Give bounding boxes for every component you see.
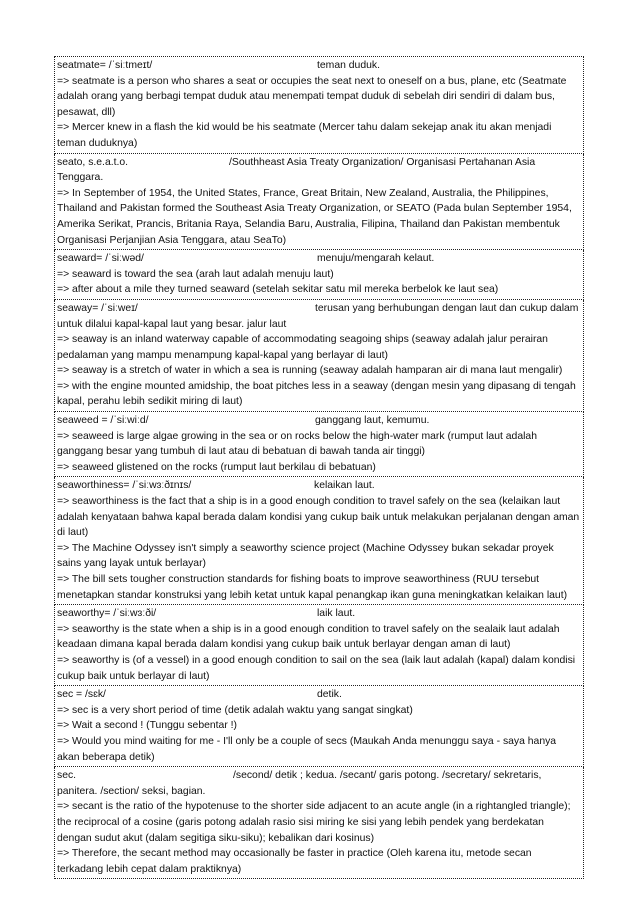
dictionary-entry	[54, 250, 584, 300]
entry-headword: sec.	[57, 770, 77, 782]
dictionary-entry	[54, 300, 584, 412]
dictionary-entry	[54, 412, 584, 477]
example-line: => The Machine Odyssey isn't simply a seaworthy science project (Machine Odyssey bukan sekadar proyek sains yang layak untuk berlayar)	[57, 542, 554, 570]
example-line: => Therefore, the secant method may occasionally be faster in practice (Oleh karena itu, metode secan terkadang lebih cepat dalam praktiknya)	[57, 848, 532, 875]
entry-translation: menuju/mengarah kelaut.	[317, 253, 435, 265]
entry-headword: seaworthiness= /ˈsiːwɜːðɪnɪs/	[57, 480, 192, 492]
entry-header	[57, 687, 580, 703]
dictionary-entry	[54, 767, 584, 879]
entry-header	[57, 155, 580, 186]
example-line: => In September of 1954, the United States, France, Great Britain, New Zealand, Australia, the Philippines, Thailand and Pakistan formed the Southeast Asia Treaty Organization, or SEATO (Pada bulan September 1954, Amerika Serikat, Prancis, Britania Raya, Selandia Baru, Australia, Filipina, Thailand dan Pakistan membentuk Organisasi Perjanjian Asia Tenggara, atau SeaTo)	[57, 187, 572, 246]
entry-header	[57, 58, 580, 74]
entry-headword: seaway= /ˈsiːweɪ/	[57, 302, 138, 314]
entry-header	[57, 301, 580, 332]
entry-translation: ganggang laut, kemumu.	[315, 415, 430, 427]
entry-headword: seaward= /ˈsiːwəd/	[57, 253, 144, 265]
example-line: => seaworthy is the state when a ship is in a good enough condition to travel safely on the sealaik laut adalah keadaan dimana kapal berada dalam kondisi yang cukup baik untuk berlayar dengan aman di laut)	[57, 623, 560, 651]
example-line: => seaweed is large algae growing in the sea or on rocks below the high-water mark (rumput laut adalah ganggang besar yang tumbuh di laut atau di bebatuan di bawah tanda air tinggi)	[57, 430, 537, 458]
example-line: => seaworthiness is the fact that a ship is in a good enough condition to travel safely on the sea (kelaikan laut adalah kenyataan bahwa kapal berada dalam kondisi yang cukup baik untuk melakukan perjalanan dengan aman di laut)	[57, 496, 580, 539]
example-line: => seaway is an inland waterway capable of accommodating seagoing ships (seaway adalah jalur perairan pedalaman yang mampu menampung kapal-kapal yang berlayar di laut)	[57, 334, 548, 361]
entry-header	[57, 478, 580, 494]
entry-translation: kelaikan laut.	[314, 480, 375, 492]
example-line: => Mercer knew in a flash the kid would be his seatmate (Mercer tahu dalam sekejap anak itu akan menjadi teman duduknya)	[57, 122, 552, 149]
example-line: => secant is the ratio of the hypotenuse to the shorter side adjacent to an acute angle (in a rightangled triangle); the reciprocal of a cosine (garis potong adalah rasio sisi miring ke sisi yang lebih pendek yang berdekatan dengan sudut akut (dalam segitiga siku-siku); kebalikan dari kosinus)	[57, 801, 571, 844]
entry-headword: seato, s.e.a.t.o.	[57, 156, 129, 168]
entry-translation: detik.	[317, 689, 342, 701]
example-line: => Would you mind waiting for me - I'll only be a couple of secs (Maukah Anda menunggu saya - saya hanya akan beberapa detik)	[57, 735, 557, 763]
entry-translation: laik laut.	[317, 608, 356, 620]
dictionary-entry	[54, 477, 584, 605]
entry-translation: /second/ detik ; kedua. /secant/ garis potong. /secretary/ sekretaris, panitera. /section/ seksi, bagian.	[57, 770, 542, 797]
example-line: => with the engine mounted amidship, the boat pitches less in a seaway (dengan mesin yang dipasang di tengah kapal, perahu lebih sedikit miring di laut)	[57, 380, 576, 408]
example-line: => seatmate is a person who shares a seat or occupies the seat next to oneself on a bus, plane, etc (Seatmate adalah orang yang berbagi tempat duduk atau menempati tempat duduk di sebelah diri sendiri di dalam bus, pesawat, dll)	[57, 75, 567, 118]
example-line: => sec is a very short period of time (detik adalah waktu yang sangat singkat)	[57, 704, 413, 716]
example-line: => Wait a second ! (Tunggu sebentar !)	[57, 720, 238, 732]
example-line: => seaworthy is (of a vessel) in a good enough condition to sail on the sea (laik laut adalah (kapal) dalam kondisi cukup baik untuk berlayar di laut)	[57, 654, 576, 682]
example-line: => seaward is toward the sea (arah laut adalah menuju laut)	[57, 268, 334, 280]
entry-header	[57, 251, 580, 267]
example-line: => seaway is a stretch of water in which a sea is running (seaway adalah hamparan air di mana laut mengalir)	[57, 365, 563, 377]
entry-header	[57, 606, 580, 622]
entry-headword: seaworthy= /ˈsiːwɜːði/	[57, 608, 157, 620]
example-line: => seaweed glistened on the rocks (rumput laut berkilau di bebatuan)	[57, 461, 376, 473]
entry-header	[57, 413, 580, 429]
dictionary-sheet	[54, 56, 584, 879]
dictionary-entry	[54, 154, 584, 251]
dictionary-entry	[54, 56, 584, 154]
example-line: => The bill sets tougher construction standards for fishing boats to improve seaworthiness (RUU tersebut menetapkan standar konstruksi yang lebih ketat untuk kapal penangkap ikan guna meningkatkan kelaikan laut)	[57, 574, 568, 601]
example-line: => after about a mile they turned seaward (setelah sekitar satu mil mereka berbelok ke laut sea)	[57, 284, 499, 296]
dictionary-entry	[54, 686, 584, 767]
entry-headword: seatmate= /ˈsiːtmeɪt/	[57, 60, 153, 71]
entry-translation: terusan yang berhubungan dengan laut dan cukup dalam untuk dilalui kapal-kapal laut yang besar. jalur laut	[57, 302, 579, 330]
entry-translation: /Southheast Asia Treaty Organization/ Organisasi Pertahanan Asia Tenggara.	[57, 156, 536, 184]
dictionary-entry	[54, 605, 584, 686]
entry-headword: seaweed = /ˈsiːwiːd/	[57, 415, 149, 427]
entry-translation: teman duduk.	[317, 60, 380, 71]
entry-header	[57, 768, 580, 799]
entry-headword: sec = /sɛk/	[57, 689, 106, 701]
